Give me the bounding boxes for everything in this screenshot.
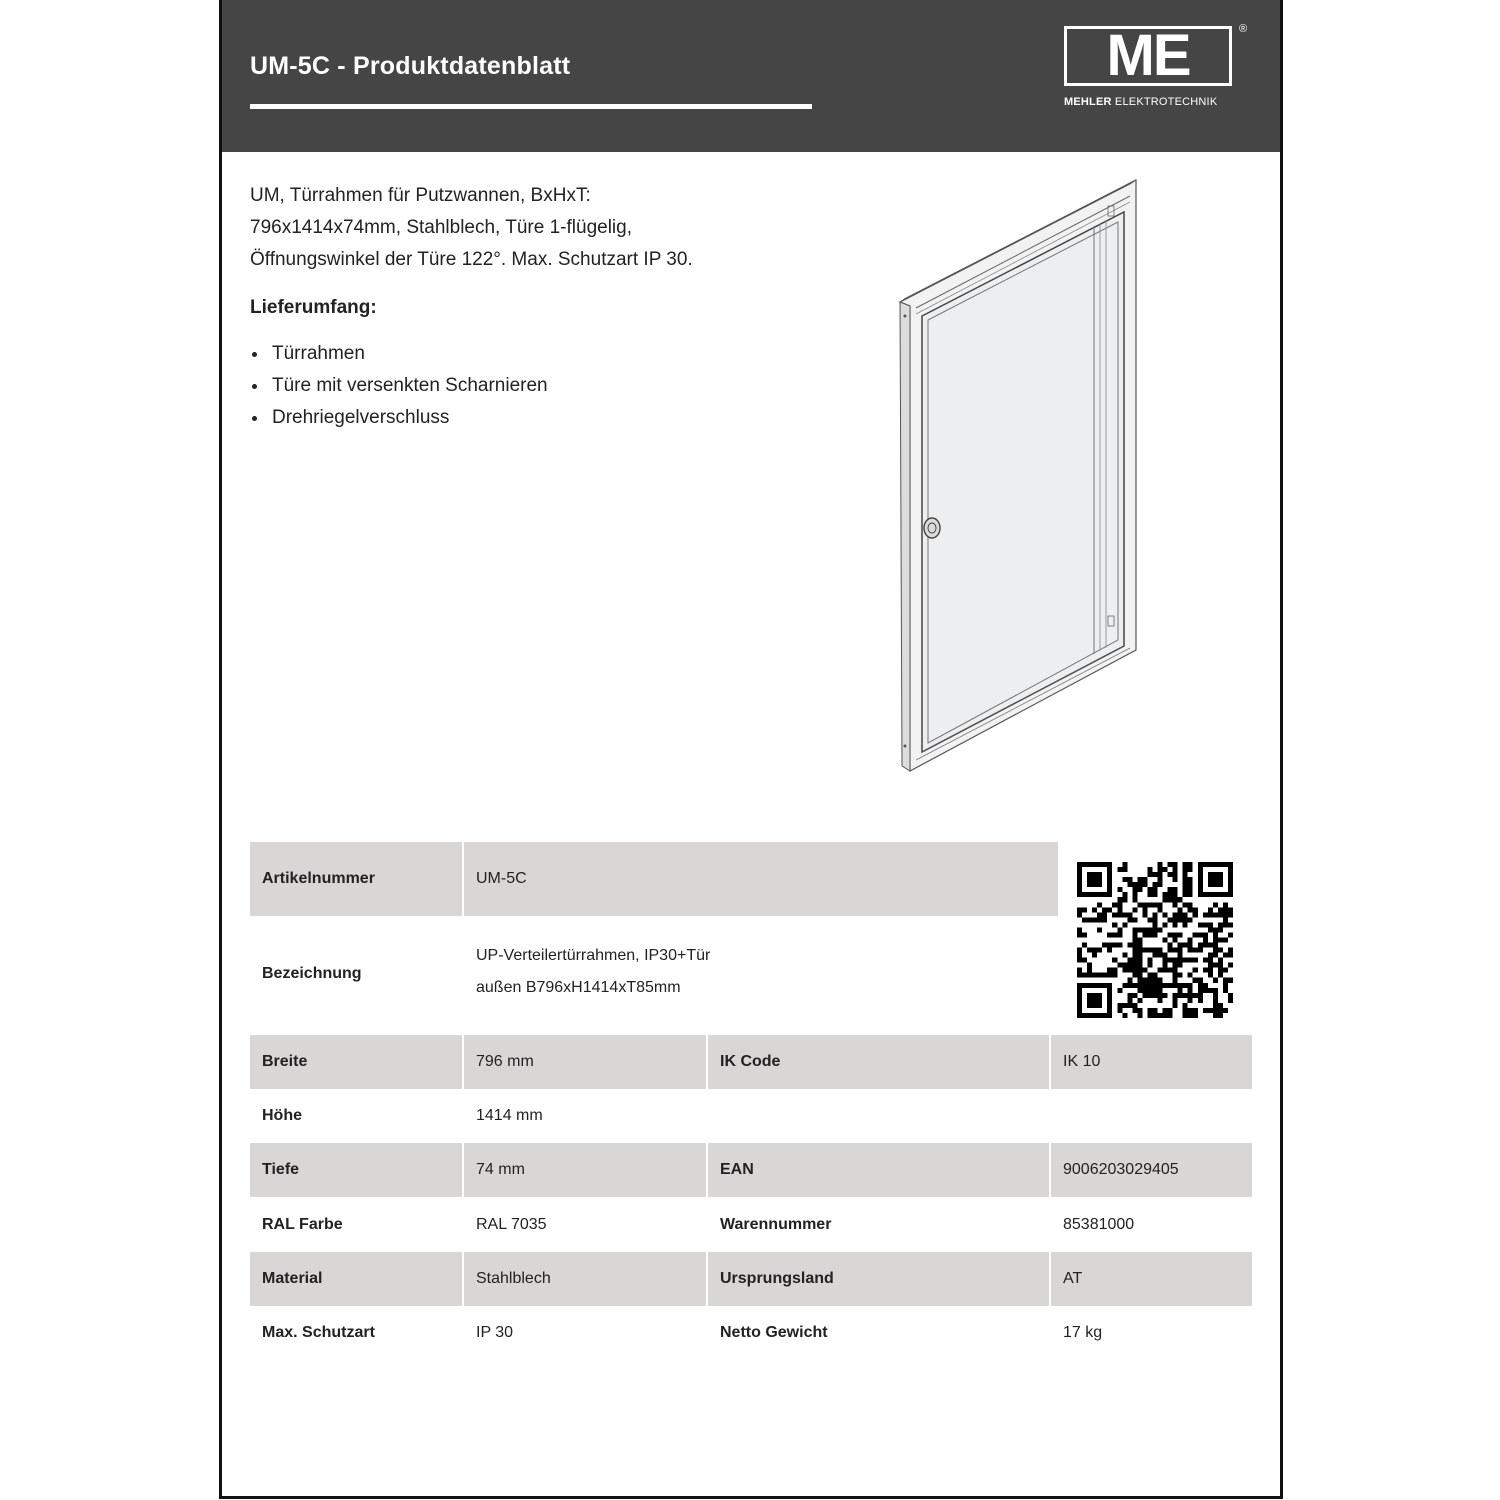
spec-label: Artikelnummer xyxy=(250,842,462,916)
list-item: Türrahmen xyxy=(250,338,548,370)
spec-value: 1414 mm xyxy=(476,1107,543,1124)
spec-value: 17 kg xyxy=(1063,1324,1103,1341)
list-item: Türe mit versenkten Scharnieren xyxy=(250,370,548,402)
product-description xyxy=(250,180,810,276)
page-title: UM-5C - Produktdatenblatt xyxy=(250,52,571,80)
spec-label: EAN xyxy=(708,1143,1049,1197)
table-row xyxy=(250,1252,1252,1306)
spec-label: Bezeichnung xyxy=(262,965,362,982)
spec-value: 796 mm xyxy=(464,1035,706,1089)
spec-value: 74 mm xyxy=(464,1143,706,1197)
title-underline xyxy=(250,104,812,109)
table-row xyxy=(250,1198,1252,1252)
spec-label: IK Code xyxy=(708,1035,1049,1089)
spec-value: AT xyxy=(1051,1252,1252,1306)
scope-heading: Lieferumfang: xyxy=(250,297,377,318)
description-line: Öffnungswinkel der Türe 122°. Max. Schutzart IP 30. xyxy=(250,249,693,270)
spec-value: 85381000 xyxy=(1063,1216,1135,1233)
description-line: UM, Türrahmen für Putzwannen, BxHxT: xyxy=(250,185,591,206)
table-row xyxy=(250,1306,1252,1360)
table-row xyxy=(250,1035,1252,1089)
spec-label xyxy=(708,1089,1049,1143)
spec-value: RAL 7035 xyxy=(476,1216,547,1233)
list-item: Drehriegelverschluss xyxy=(250,402,548,434)
scope-list xyxy=(250,338,548,434)
spec-value xyxy=(1051,1089,1252,1143)
spec-value: IP 30 xyxy=(476,1324,514,1341)
spec-label: Ursprungsland xyxy=(708,1252,1049,1306)
spec-label: Warennummer xyxy=(720,1216,832,1233)
spec-value: Stahlblech xyxy=(464,1252,706,1306)
header-bar xyxy=(222,0,1280,152)
table-row xyxy=(250,1089,1252,1143)
qr-code xyxy=(1077,862,1233,1018)
spec-label: Material xyxy=(250,1252,462,1306)
spec-label: Breite xyxy=(250,1035,462,1089)
spec-value: IK 10 xyxy=(1051,1035,1252,1089)
designation-line: außen B796xH1414xT85mm xyxy=(476,979,681,996)
table-row xyxy=(250,1143,1252,1197)
logo-subtitle xyxy=(1064,96,1244,108)
mehler-logo xyxy=(1064,23,1248,116)
spec-label: Max. Schutzart xyxy=(262,1324,375,1341)
logo-mark: ME xyxy=(1106,23,1190,88)
spec-value: 9006203029405 xyxy=(1051,1143,1252,1197)
spec-value: UM-5C xyxy=(464,842,1058,916)
logo-sub: ELEKTROTECHNIK xyxy=(1114,96,1218,108)
description-line: 796x1414x74mm, Stahlblech, Türe 1-flügelig, xyxy=(250,217,632,238)
spec-label: Tiefe xyxy=(250,1143,462,1197)
spec-label: Höhe xyxy=(262,1107,302,1124)
spec-label: RAL Farbe xyxy=(262,1216,343,1233)
logo-brand: MEHLER xyxy=(1064,96,1112,108)
datasheet-page xyxy=(219,0,1283,1499)
spec-label: Netto Gewicht xyxy=(720,1324,828,1341)
registered-mark: ® xyxy=(1239,23,1248,35)
spec-value xyxy=(464,932,1058,1016)
door-frame-image xyxy=(894,176,1144,776)
designation-line: UP-Verteilertürrahmen, IP30+Tür xyxy=(476,947,711,964)
